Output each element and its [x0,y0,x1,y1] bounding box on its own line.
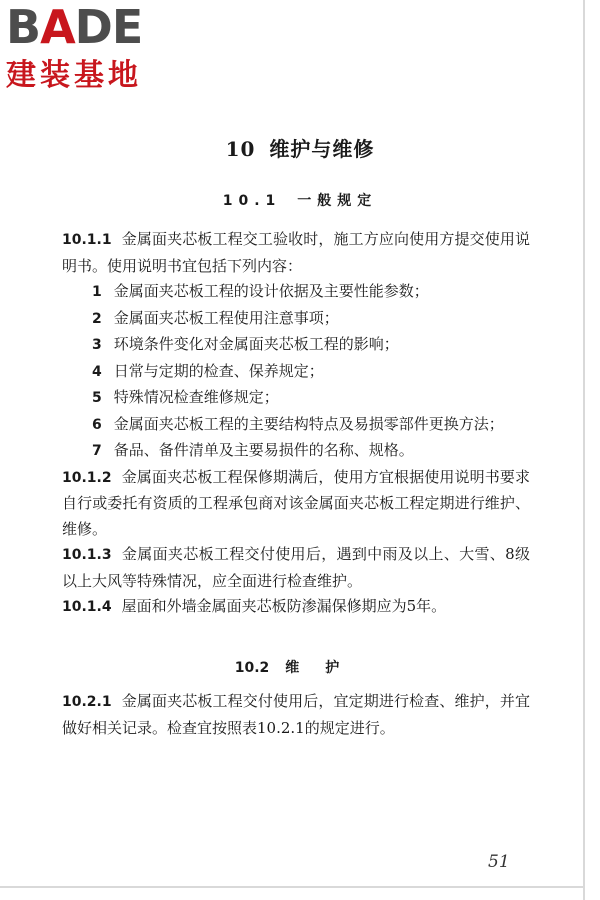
section-title-general [0,190,600,210]
bade-logo [6,0,181,99]
list-item: 6 金属面夹芯板工程的主要结构特点及易损零部件更换方法； [92,414,504,433]
section-number: 10.2 [234,660,270,676]
chapter-number: 10 [225,137,256,161]
section-name: 一般规定 [297,193,378,209]
clause-10-1-2 [62,465,530,543]
list-item: 5 特殊情况检查维修规定； [92,388,279,406]
clause-10-2-1 [62,689,530,741]
list-item: 3 环境条件变化对金属面夹芯板工程的影响； [92,335,399,353]
clause-10-1-4 [62,594,530,621]
page-edge-bottom [0,886,585,888]
clause-10-1-1 [62,227,530,279]
list-item: 7 备品、备件清单及主要易损件的名称、规格。 [92,441,414,459]
section-title-maintenance [0,657,600,677]
section-name: 维护 [285,660,366,676]
clause-text: 金属面夹芯板工程交付使用后，遇到中雨及以上、大雪、8级以上大风等特殊情况，应全面进行检查维护。 [62,545,530,590]
logo-wordmark: BADE [6,0,143,54]
section-number: 10.1 [222,193,282,209]
section-body-general [62,227,530,621]
list-item: 1 金属面夹芯板工程的设计依据及主要性能参数； [92,282,429,300]
clause-number: 10.1.2 [62,469,112,486]
logo-subtitle: 建装基地 [6,58,142,93]
clause-text: 屋面和外墙金属面夹芯板防渗漏保修期应为5年。 [121,597,447,615]
clause-number: 10.1.3 [62,547,112,563]
clause-text: 金属面夹芯板工程交付使用后，宜定期进行检查、维护，并宜做好相关记录。检查宜按照表10.2.1的规定进行。 [62,692,530,737]
clause-text: 金属面夹芯板工程保修期满后，使用方宜根据使用说明书要求自行或委托有资质的工程承包商对该金属面夹芯板工程定期进行维护、维修。 [62,467,530,538]
clause-10-1-3 [62,542,530,594]
clause-number: 10.1.1 [62,232,112,248]
section-body-maintenance [62,689,530,741]
chapter-name: 维护与维修 [269,137,375,161]
list-item: 4 日常与定期的检查、保养规定； [92,361,324,380]
chapter-title [0,133,600,162]
clause-text: 金属面夹芯板工程交工验收时，施工方应向使用方提交使用说明书。使用说明书宜包括下列内容： [62,230,530,275]
list-item: 2 金属面夹芯板工程使用注意事项； [92,308,339,327]
clause-number: 10.1.4 [62,599,112,615]
page-number: 51 [488,852,510,872]
clause-number: 10.2.1 [62,694,112,710]
